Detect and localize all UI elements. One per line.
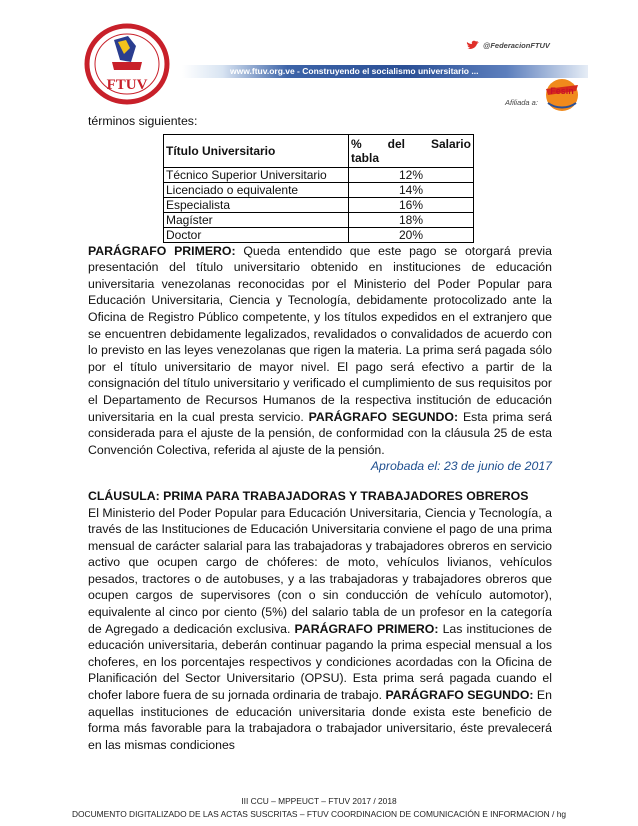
paragraph-label: PARÁGRAFO PRIMERO: [88,243,236,258]
page-header [0,0,638,112]
table-header-title: Título Universitario [164,134,349,167]
fesin-logo-graphic [538,75,584,113]
table-header-row [164,134,474,167]
banner-text: www.ftuv.org.ve - Construyendo el socialismo universitario ... [230,66,479,76]
clause-body [88,505,552,754]
svg-text:FTUV: FTUV [106,77,148,93]
table-row [164,197,474,212]
social-handle [466,40,550,51]
degree-cell: Licenciado o equivalente [164,182,349,197]
paragraph-text: Esta prima será considerada para el ajuste de la pensión, de conformidad con la cláusula 25 de esta Convención Colectiva, referida al ajuste de la pensión. [88,409,552,457]
clause-text: Las instituciones de educación universitaria, deberán continuar pagando la prima especial mensual a los choferes, en los porcentajes respectivos y condiciones acordadas con la Oficina de Planificación del Sector Universitario (OPSU). Esta prima será pagada cuando el chofer labore fuera de su jornada ordinaria de trabajo. [88,621,552,703]
paragraph-label: PARÁGRAFO SEGUNDO: [385,688,534,703]
page-footer [0,795,638,821]
approval-date: Aprobada el: 23 de junio de 2017 [370,459,552,474]
fesin-logo [538,75,584,113]
percent-header-line2: tabla [351,150,380,165]
degree-cell: Magíster [164,212,349,227]
paragraph-text: Queda entendido que este pago se otorgará previa presentación del título universitario obtenido en instituciones de educación universitaria venezolanas reconocidas por el Ministerio del Poder Popular para Educación Universitaria, Ciencia y Tecnología, debidamente protocolizado ante la Oficina de Registro Público competente, y los títulos expedidos en el extranjero que se encuentren debidamente legalizados, revalidados o convalidados de acuerdo con lo previsto en las leyes venezolanas que rigen la materia. La prima será pagada sólo por el título universitario de mayor nivel. El pago será efectivo a partir de la consignación del título universitario y verificado el cumplimiento de sus requisitos por el Departamento de Recursos Humanos de la respectiva institución de educación universitaria en la cual presta servicio. [88,243,552,424]
clause-text: En aquellas instituciones de educación universitaria donde exista este beneficio de forma más favorable para la trabajadora o trabajador universitario, éste prevalecerá en las mismas condiciones [88,688,552,752]
percent-header-word: del [387,136,405,151]
table-row [164,227,474,242]
percent-cell: 20% [349,227,474,242]
table-row [164,182,474,197]
document-body [88,113,552,753]
svg-text:Fesin: Fesin [550,86,574,96]
twitter-icon [466,40,480,51]
percent-header-line1 [351,137,471,151]
social-handle-text: @FederacionFTUV [483,41,550,50]
table-row [164,212,474,227]
footer-line-1: III CCU – MPPEUCT – FTUV 2017 / 2018 [241,796,397,806]
degree-cell: Doctor [164,227,349,242]
paragraph-label: PARÁGRAFO PRIMERO: [294,621,439,636]
clause-title: CLÁUSULA: PRIMA PARA TRABAJADORAS Y TRABAJADORES OBREROS [88,488,529,503]
table-row [164,167,474,182]
website-banner [182,65,588,78]
ftuv-logo [84,22,170,106]
clause-text: El Ministerio del Poder Popular para Educación Universitaria, Ciencia y Tecnología, a través de las Instituciones de Educación Universitaria conviene el pago de una prima mensual de carácter salarial para las trabajadoras y trabajadores obreros en servicio activo que ocupen cargo de chóferes: de moto, vehículos livianos, vehículos pesados, tractores o de autobuses, y a las trabajadoras y trabajadores obreros que ocupen cargos de supervisores (con o sin conducción de vehículo automotor), equivalente al cinco por ciento (5%) del salario tabla de un profesor en la categoría de Agregado a dedicación exclusiva. [88,505,552,636]
percent-header-word: % [351,136,362,151]
paragraph-primero [88,243,552,459]
intro-text: términos siguientes: [88,114,198,128]
percent-cell: 14% [349,182,474,197]
salary-table [163,134,474,243]
percent-header-word: Salario [430,136,471,151]
percent-cell: 18% [349,212,474,227]
degree-cell: Especialista [164,197,349,212]
table-header-percent [349,134,474,167]
degree-cell: Técnico Superior Universitario [164,167,349,182]
percent-cell: 16% [349,197,474,212]
affiliate-label: Afiliada a: [505,98,538,107]
footer-line-2: DOCUMENTO DIGITALIZADO DE LAS ACTAS SUSCRITAS – FTUV COORDINACION DE COMUNICACIÓN E INFORMACION / hg [71,809,567,819]
ftuv-logo-graphic [84,22,170,106]
percent-cell: 12% [349,167,474,182]
paragraph-label: PARÁGRAFO SEGUNDO: [308,409,459,424]
